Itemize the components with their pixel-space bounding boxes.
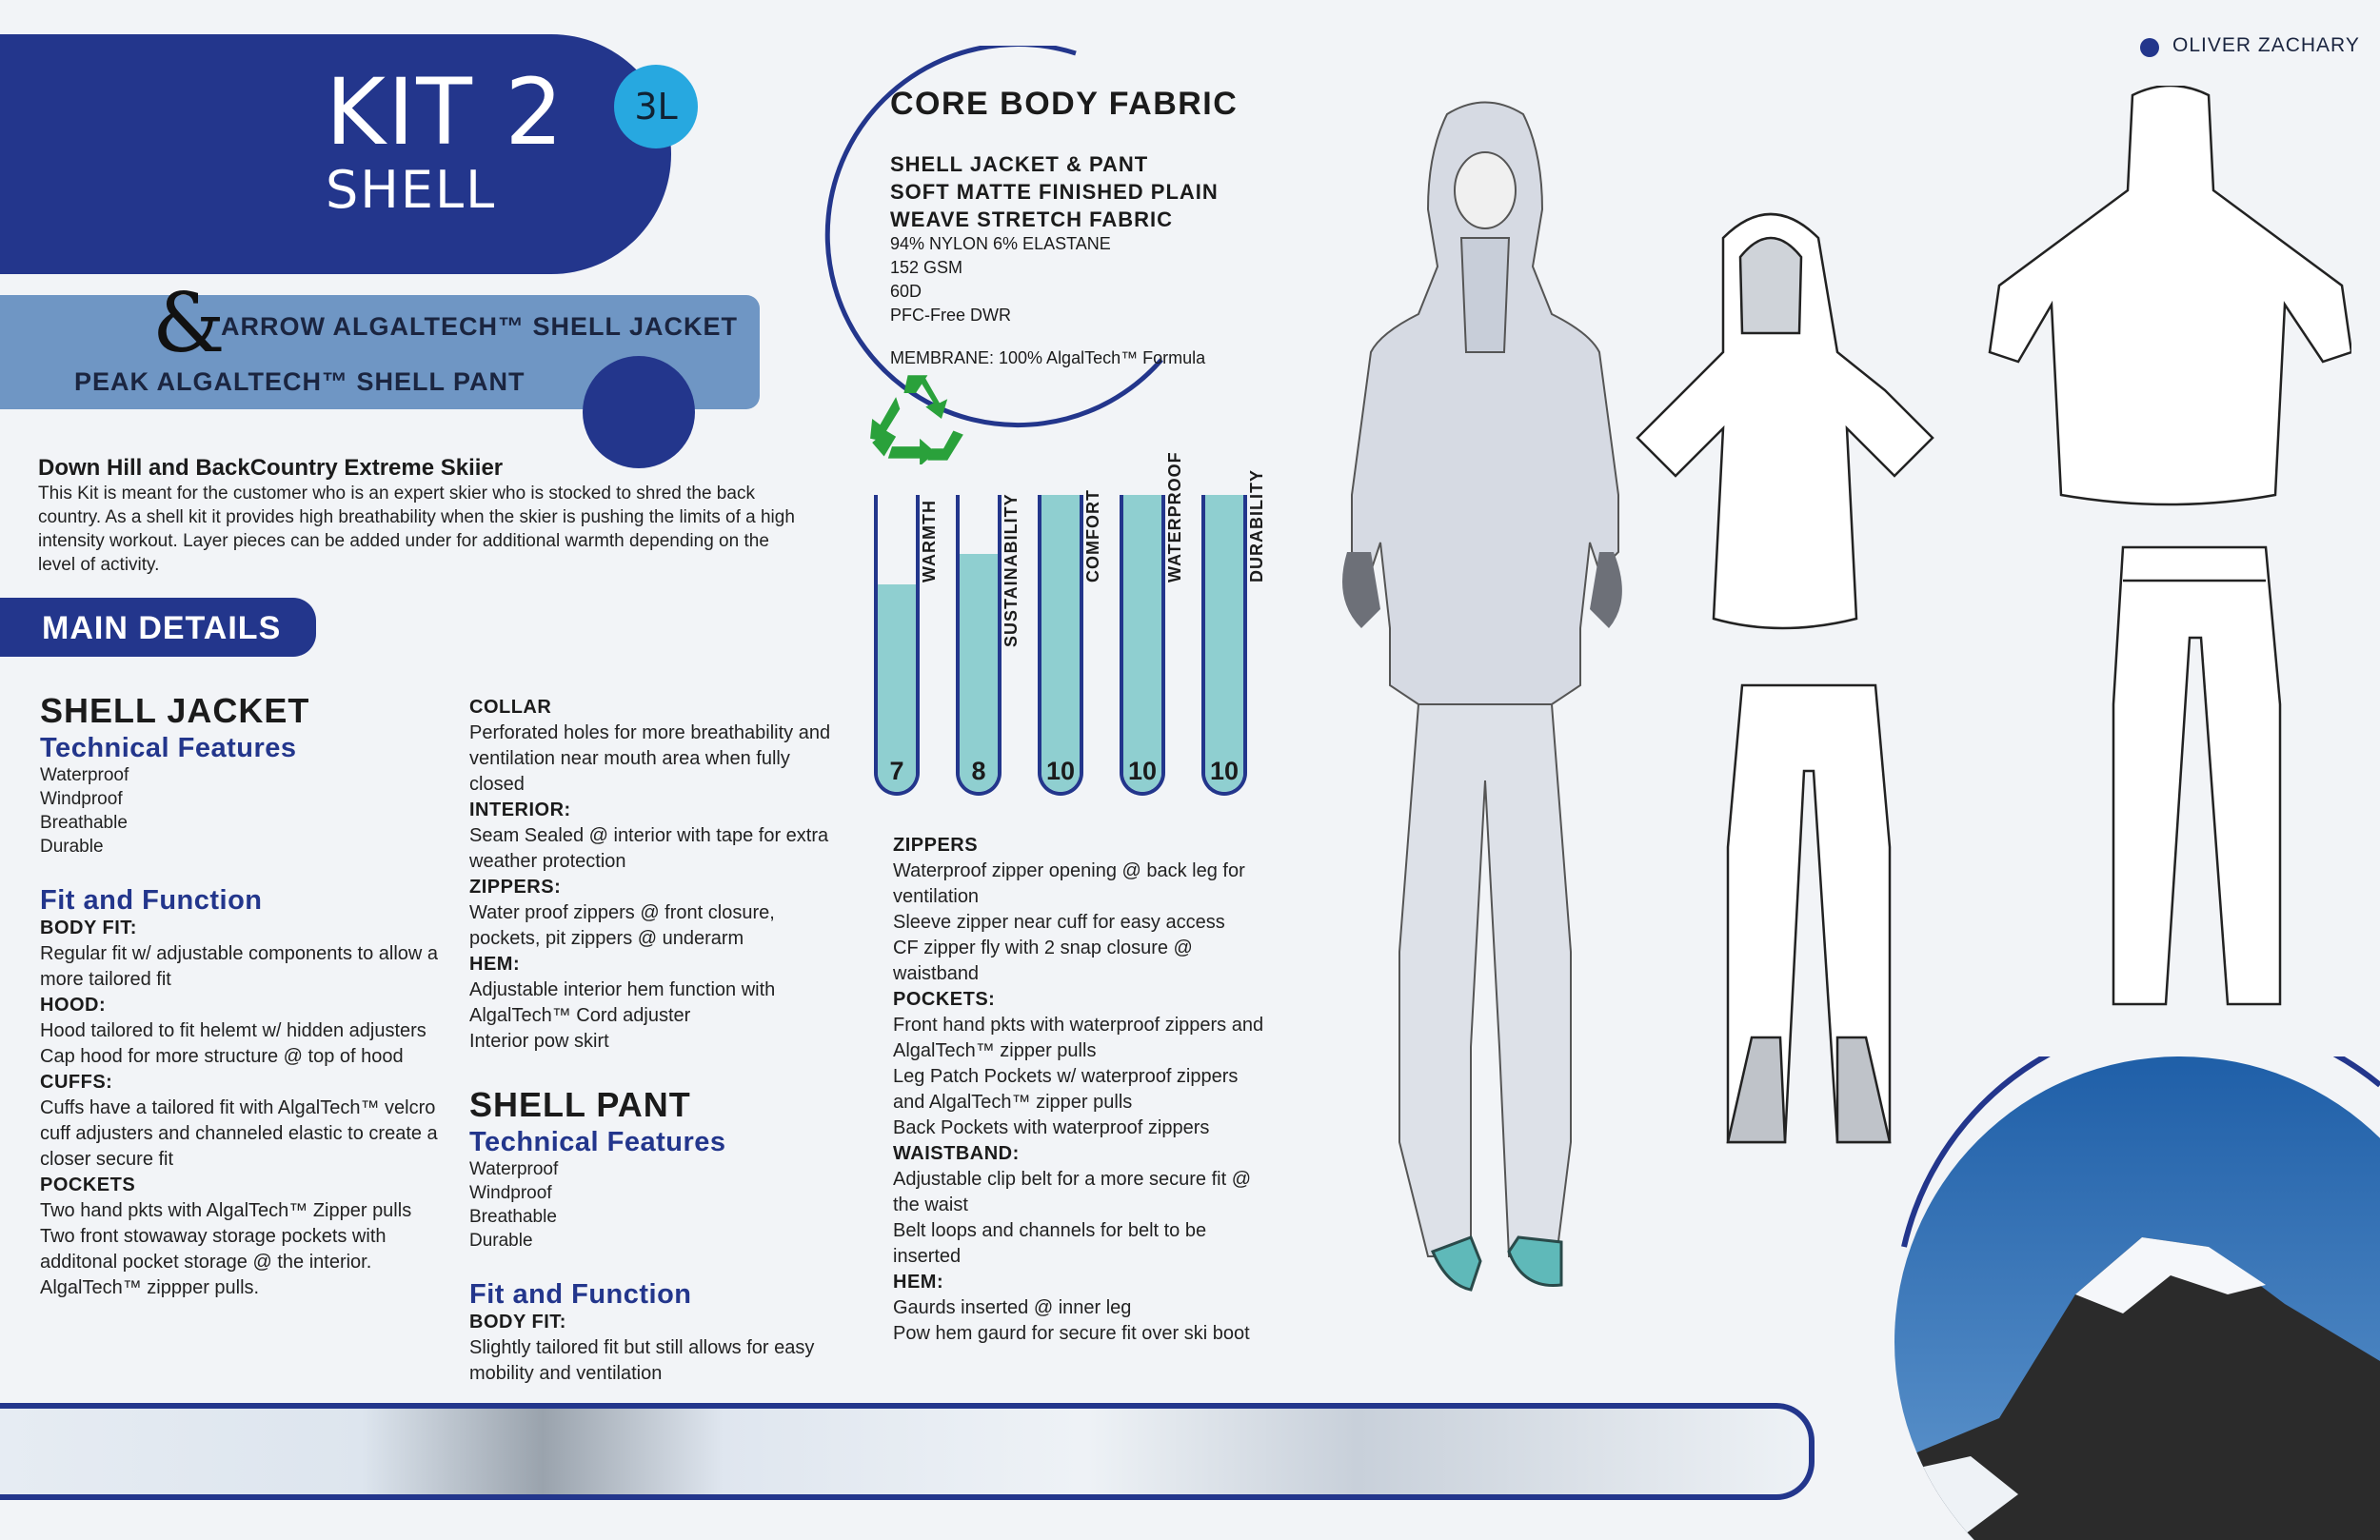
ampersand: & xyxy=(152,276,226,371)
fabric-spec: 152 GSM xyxy=(890,258,963,277)
body-fit-label: BODY FIT: xyxy=(40,918,137,938)
waistband-text: Belt loops and channels for belt to be inserted xyxy=(893,1220,1207,1267)
rating-label: SUSTAINABILITY xyxy=(1002,493,1021,647)
rating-bar-warmth xyxy=(874,495,920,796)
zippers-text: Water proof zippers @ front closure, pockets, pit zippers @ underarm xyxy=(469,902,775,949)
jacket-fit-block xyxy=(40,916,440,1301)
pant-fit-title: Fit and Function xyxy=(469,1279,692,1310)
decorative-dot xyxy=(583,356,695,468)
pant-pockets-text: Front hand pkts with waterproof zippers and AlgalTech™ zipper pulls xyxy=(893,1015,1264,1061)
rating-value: 10 xyxy=(1209,757,1240,785)
pant-zippers-text: Waterproof zipper opening @ back leg for ventilation xyxy=(893,860,1245,907)
fabric-heading-line: SHELL JACKET & PANT xyxy=(890,152,1149,176)
jacket-tech-title: Technical Features xyxy=(40,733,297,763)
main-details-banner xyxy=(0,598,316,657)
rating-label: COMFORT xyxy=(1083,489,1102,582)
kit-title: KIT 2 xyxy=(326,59,565,166)
rating-label: WARMTH xyxy=(920,500,939,582)
hood-text: Hood tailored to fit helemt w/ hidden adjusters xyxy=(40,1020,426,1041)
fabric-spec: 94% NYLON 6% ELASTANE xyxy=(890,234,1111,253)
interior-text: Seam Sealed @ interior with tape for extra weather protection xyxy=(469,825,829,872)
collar-label: COLLAR xyxy=(469,697,552,718)
jacket-details-block xyxy=(469,695,841,1055)
waistband-label: WAISTBAND: xyxy=(893,1143,1020,1164)
recycle-icon xyxy=(868,373,967,464)
rating-value: 10 xyxy=(1045,757,1076,785)
pant-details-block xyxy=(893,833,1274,1347)
shell-jacket-title: SHELL JACKET xyxy=(40,691,310,730)
pockets-text: Two front stowaway storage pockets with additonal pocket storage @ the interior. AlgalTech™ zippper pulls. xyxy=(40,1226,387,1298)
rating-bar-sustainability xyxy=(956,495,1002,796)
kit-subtitle: SHELL xyxy=(326,160,497,220)
ratings-chart xyxy=(874,451,1274,809)
hem-text: Interior pow skirt xyxy=(469,1031,609,1052)
rating-label: WATERPROOF xyxy=(1165,451,1184,582)
jacket-product-name: ARROW ALGALTECH™ SHELL JACKET xyxy=(221,312,738,341)
waistband-text: Adjustable clip belt for a more secure fit @ the waist xyxy=(893,1169,1252,1215)
list-item: Waterproof xyxy=(40,765,129,785)
pant-pockets-text: Leg Patch Pockets w/ waterproof zippers and AlgalTech™ zipper pulls xyxy=(893,1066,1239,1113)
list-item: Breathable xyxy=(40,813,128,833)
pant-zippers-label: ZIPPERS xyxy=(893,835,979,856)
pant-hem-text: Pow hem gaurd for secure fit over ski boot xyxy=(893,1323,1250,1344)
hood-text: Cap hood for more structure @ top of hood xyxy=(40,1046,404,1067)
jacket-fit-title: Fit and Function xyxy=(40,885,263,916)
brand-name: OLIVER ZACHARY xyxy=(2172,34,2360,56)
main-details-label: MAIN DETAILS xyxy=(42,610,282,646)
pant-zippers-text: CF zipper fly with 2 snap closure @ waistband xyxy=(893,938,1193,984)
rating-label: DURABILITY xyxy=(1247,469,1266,582)
collar-text: Perforated holes for more breathability and ventilation near mouth area when fully closed xyxy=(469,722,831,795)
list-item: Durable xyxy=(40,837,104,857)
list-item: Windproof xyxy=(40,789,123,809)
rating-value: 8 xyxy=(971,757,986,785)
pant-body-fit-label: BODY FIT: xyxy=(469,1312,566,1333)
mountain-photo xyxy=(1885,1056,2380,1540)
persona-description: This Kit is meant for the customer who is an expert skier who is stocked to shred the back country. As a shell kit it provides high breathability when the skier is pushing the limits of a high intensity workout. Layer pieces can be added under for additional warmth depending on the level of activity. xyxy=(38,484,795,575)
cuffs-label: CUFFS: xyxy=(40,1072,113,1093)
rating-fill xyxy=(1123,495,1161,792)
rating-value: 10 xyxy=(1127,757,1158,785)
pant-hem-text: Gaurds inserted @ inner leg xyxy=(893,1297,1132,1318)
fabric-heading xyxy=(890,150,1219,233)
jacket-tech-list xyxy=(40,763,129,859)
bottom-landscape-band xyxy=(0,1403,1815,1500)
persona-title: Down Hill and BackCountry Extreme Skiier xyxy=(38,455,504,481)
zippers-label: ZIPPERS: xyxy=(469,877,562,898)
rating-bar-waterproof xyxy=(1120,495,1165,796)
fabric-heading-line: SOFT MATTE FINISHED PLAIN xyxy=(890,180,1219,204)
hem-label: HEM: xyxy=(469,954,521,975)
list-item: Durable xyxy=(469,1231,533,1251)
flat-drawings xyxy=(1618,86,2351,1161)
fabric-spec: 60D xyxy=(890,282,922,301)
rating-bar-durability xyxy=(1201,495,1247,796)
pockets-label: POCKETS xyxy=(40,1175,136,1195)
rating-bar-comfort xyxy=(1038,495,1083,796)
fashion-sketch xyxy=(1304,95,1666,1323)
pant-body-fit-text: Slightly tailored fit but still allows for easy mobility and ventilation xyxy=(469,1337,815,1384)
list-item: Waterproof xyxy=(469,1159,559,1179)
pockets-text: Two hand pkts with AlgalTech™ Zipper pulls xyxy=(40,1200,412,1221)
cuffs-text: Cuffs have a tailored fit with AlgalTech™ velcro cuff adjusters and channeled elastic to create a closer secure fit xyxy=(40,1097,438,1170)
pant-product-name: PEAK ALGALTECH™ SHELL PANT xyxy=(74,367,526,396)
membrane-text: MEMBRANE: 100% AlgalTech™ Formula xyxy=(890,348,1206,367)
interior-label: INTERIOR: xyxy=(469,800,571,820)
fabric-title: CORE BODY FABRIC xyxy=(890,86,1239,122)
brand-dot xyxy=(2140,38,2159,57)
rating-value: 7 xyxy=(889,757,904,785)
pant-pockets-text: Back Pockets with waterproof zippers xyxy=(893,1117,1210,1138)
fabric-spec: PFC-Free DWR xyxy=(890,306,1011,325)
fabric-specs xyxy=(890,232,1111,327)
pant-pockets-label: POCKETS: xyxy=(893,989,996,1010)
pant-fit-block xyxy=(469,1310,841,1387)
rating-fill xyxy=(1205,495,1243,792)
layer-badge: 3L xyxy=(614,65,698,148)
rating-fill xyxy=(1041,495,1080,792)
pant-tech-title: Technical Features xyxy=(469,1127,726,1157)
pant-zippers-text: Sleeve zipper near cuff for easy access xyxy=(893,912,1225,933)
shell-pant-title: SHELL PANT xyxy=(469,1085,691,1124)
list-item: Breathable xyxy=(469,1207,557,1227)
hood-label: HOOD: xyxy=(40,995,107,1016)
list-item: Windproof xyxy=(469,1183,552,1203)
body-fit-text: Regular fit w/ adjustable components to allow a more tailored fit xyxy=(40,943,439,990)
hem-text: Adjustable interior hem function with AlgalTech™ Cord adjuster xyxy=(469,979,776,1026)
pant-tech-list xyxy=(469,1157,558,1253)
fabric-heading-line: WEAVE STRETCH FABRIC xyxy=(890,207,1174,231)
pant-hem-label: HEM: xyxy=(893,1272,944,1293)
